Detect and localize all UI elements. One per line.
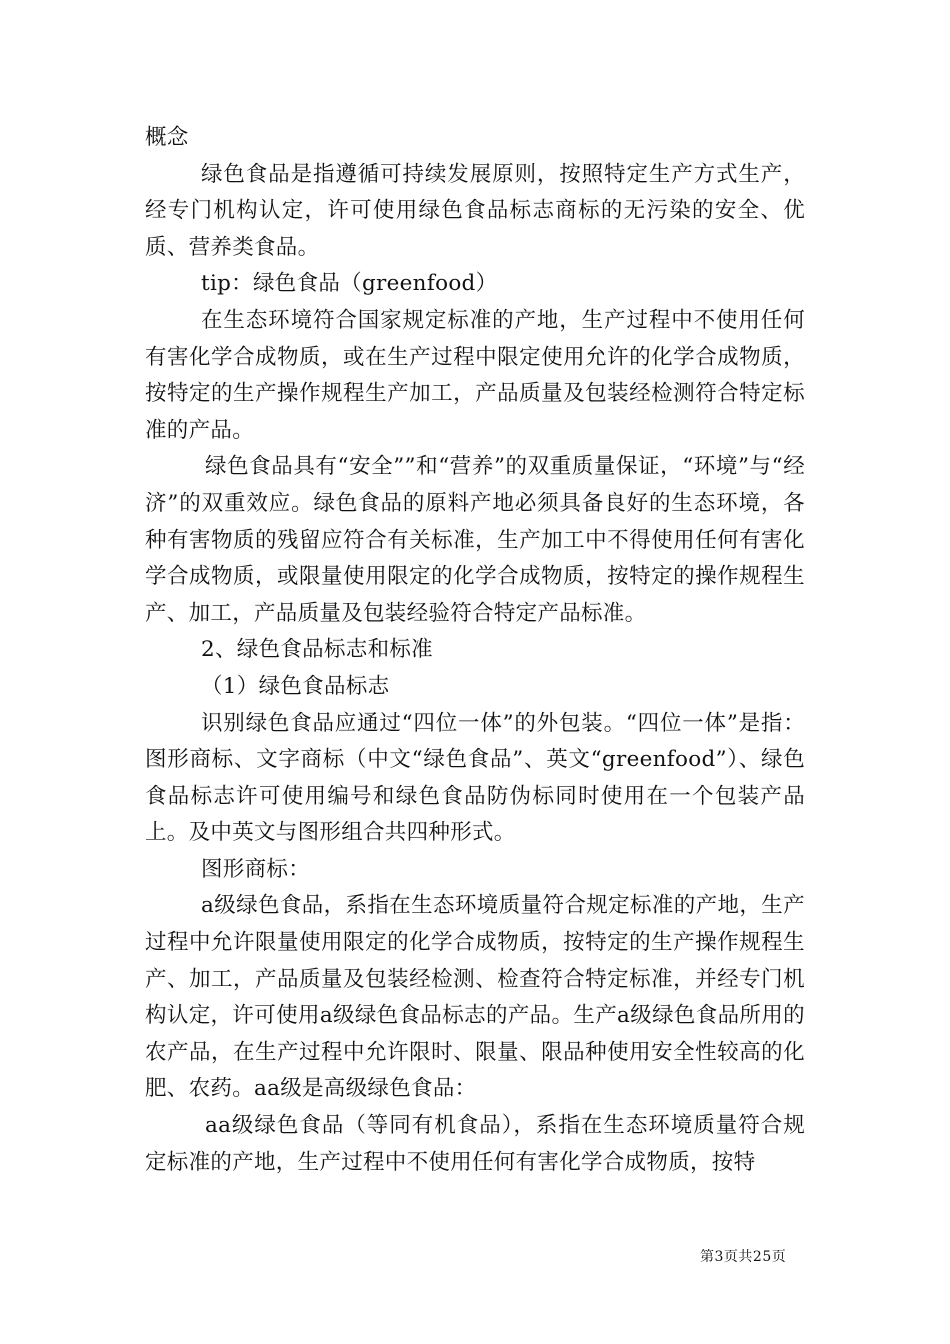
document-body [145,120,805,1181]
paragraph-grade-aa: aa级绿色食品（等同有机食品），系指在生态环境质量符合规定标准的产地，生产过程中不使用任何有害化学合成物质，按特 [145,1113,805,1175]
paragraph-tip: tip：绿色食品（greenfood） [201,271,498,297]
paragraph-concept: 概念 [145,125,189,150]
paragraph-environment: 在生态环境符合国家规定标准的产地，生产过程中不使用任何有害化学合成物质，或在生产过程中限定使用允许的化学合成物质，按特定的生产操作规程生产加工，产品质量及包装经检测符合特定标准的产品。 [145,307,805,443]
paragraph-identify: 识别绿色食品应通过“四位一体”的外包装。“四位一体”是指：图形商标、文字商标（中文“绿色食品”、英文“greenfood”）、绿色食品标志许可使用编号和绿色食品防伪标同时使用在一个包装产品上。及中英文与图形组合共四种形式。 [145,710,805,846]
paragraph-definition: 绿色食品是指遵循可持续发展原则，按照特定生产方式生产，经专门机构认定，许可使用绿色食品标志商标的无污染的安全、优质、营养类食品。 [145,161,805,260]
paragraph-graphic-trademark: 图形商标： [201,856,311,882]
paragraph-grade-a: a级绿色食品，系指在生态环境质量符合规定标准的产地，生产过程中允许限量使用限定的化学合成物质，按特定的生产操作规程生产、加工，产品质量及包装经检测、检查符合特定标准，并经专门机构认定，许可使用a级绿色食品标志的产品。生产a级绿色食品所用的农产品，在生产过程中允许限时、限量、限品种使用安全性较高的化肥、农药。aa级是高级绿色食品： [145,893,805,1102]
subsection-heading-1: （1）绿色食品标志 [201,673,390,699]
section-heading-2: 2、绿色食品标志和标准 [201,637,433,663]
page-number-footer: 第3页共25页 [700,1249,787,1265]
paragraph-features: 绿色食品具有“安全””和“营养”的双重质量保证，“环境”与“经济”的双重效应。绿色食品的原料产地必须具备良好的生态环境，各种有害物质的残留应符合有关标准，生产加工中不得使用任何有害化学合成物质，或限量使用限定的化学合成物质，按特定的操作规程生产、加工，产品质量及包装经验符合特定产品标准。 [145,454,805,626]
